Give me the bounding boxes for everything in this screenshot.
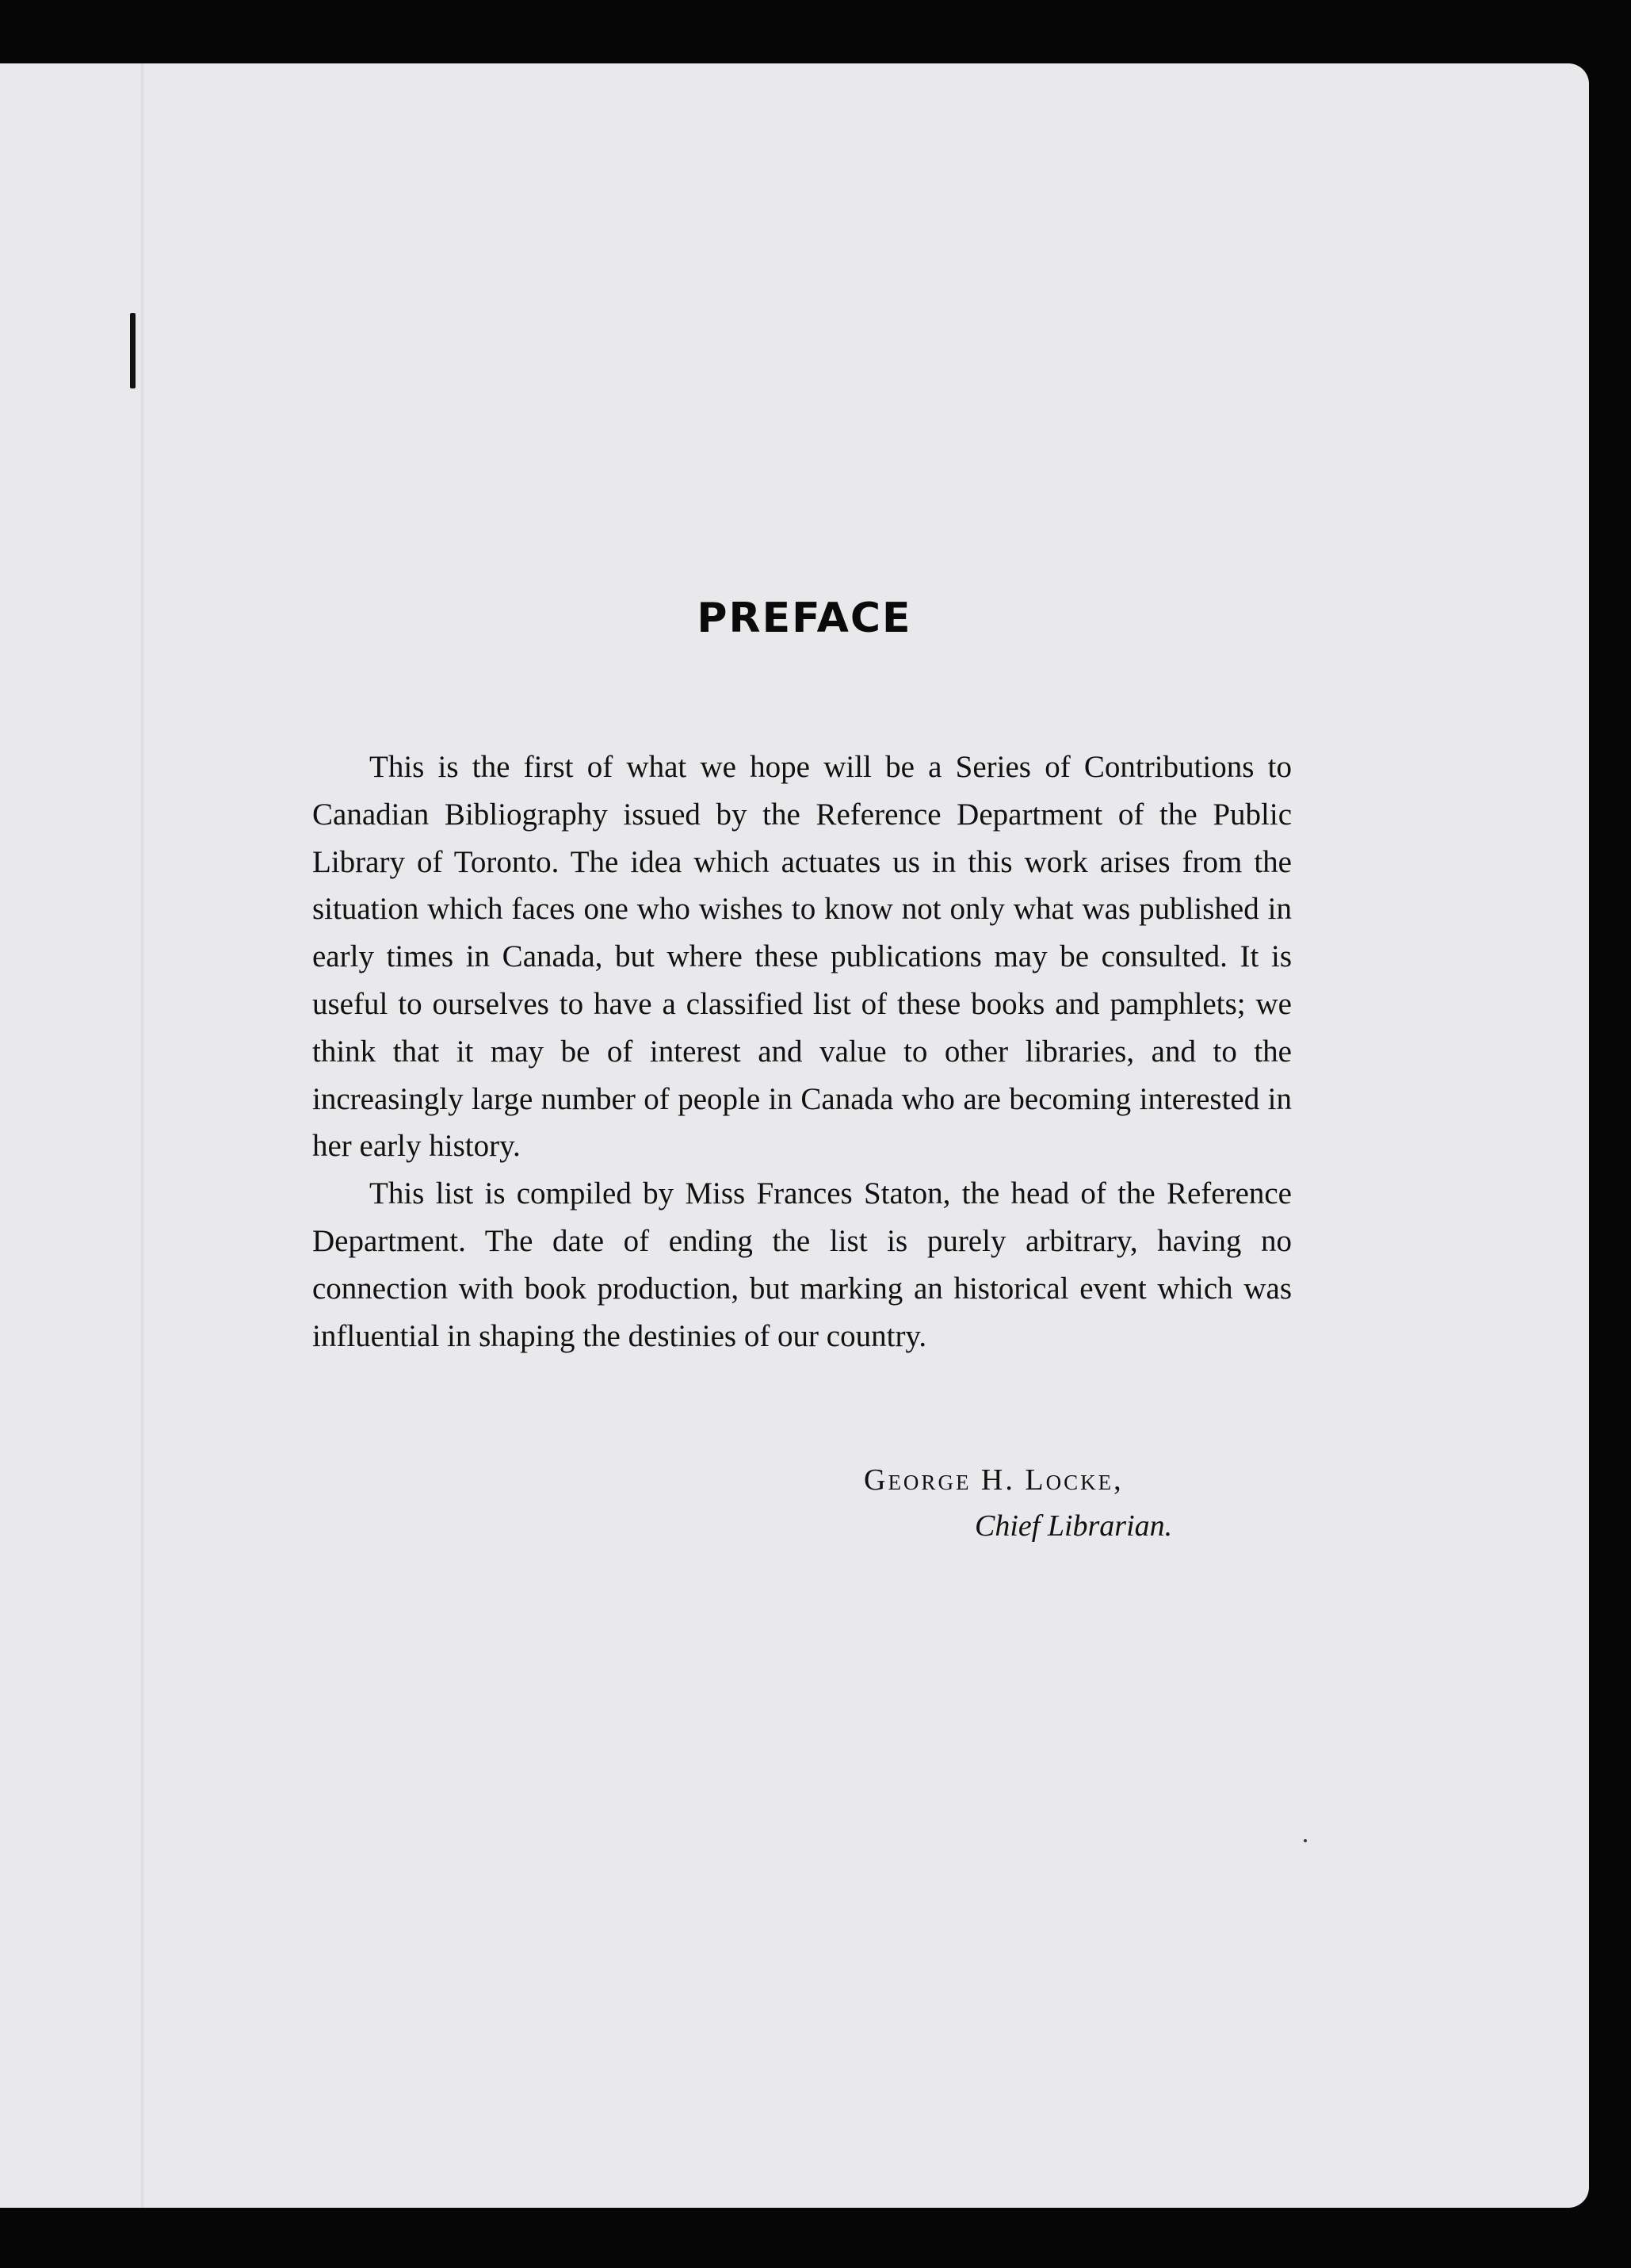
signature-name: George H. Locke, bbox=[864, 1463, 1124, 1497]
page-title: PREFACE bbox=[697, 595, 912, 642]
preface-paragraph-2: This list is compiled by Miss Frances Staton, the head of the Reference Department. The date of ending the list is purely arbitrary, having no connection with book production, but marking an historical event which was influential in shaping the destinies of our country. bbox=[312, 1176, 1292, 1353]
signature-title: Chief Librarian. bbox=[975, 1509, 1173, 1543]
scan-speck bbox=[1304, 1839, 1307, 1842]
signature-block bbox=[864, 1457, 1172, 1549]
preface-paragraph-1: This is the first of what we hope will be a Series of Contributions to Canadian Bibliography issued by the Reference Department of the Public Library of Toronto. The idea which actuates us in this work arises from the situation which faces one who wishes to know not only what was published in early times in Canada, but where these publications may be consulted. It is useful to ourselves to have a classified list of these books and pamphlets; we think that it may be of interest and value to other libraries, and to the increasingly large number of people in Canada who are becoming interested in her early history. bbox=[312, 750, 1292, 1164]
book-page bbox=[0, 63, 1589, 2208]
preface-body bbox=[312, 744, 1292, 1360]
page-gutter bbox=[141, 63, 144, 2208]
binding-mark bbox=[130, 313, 136, 388]
